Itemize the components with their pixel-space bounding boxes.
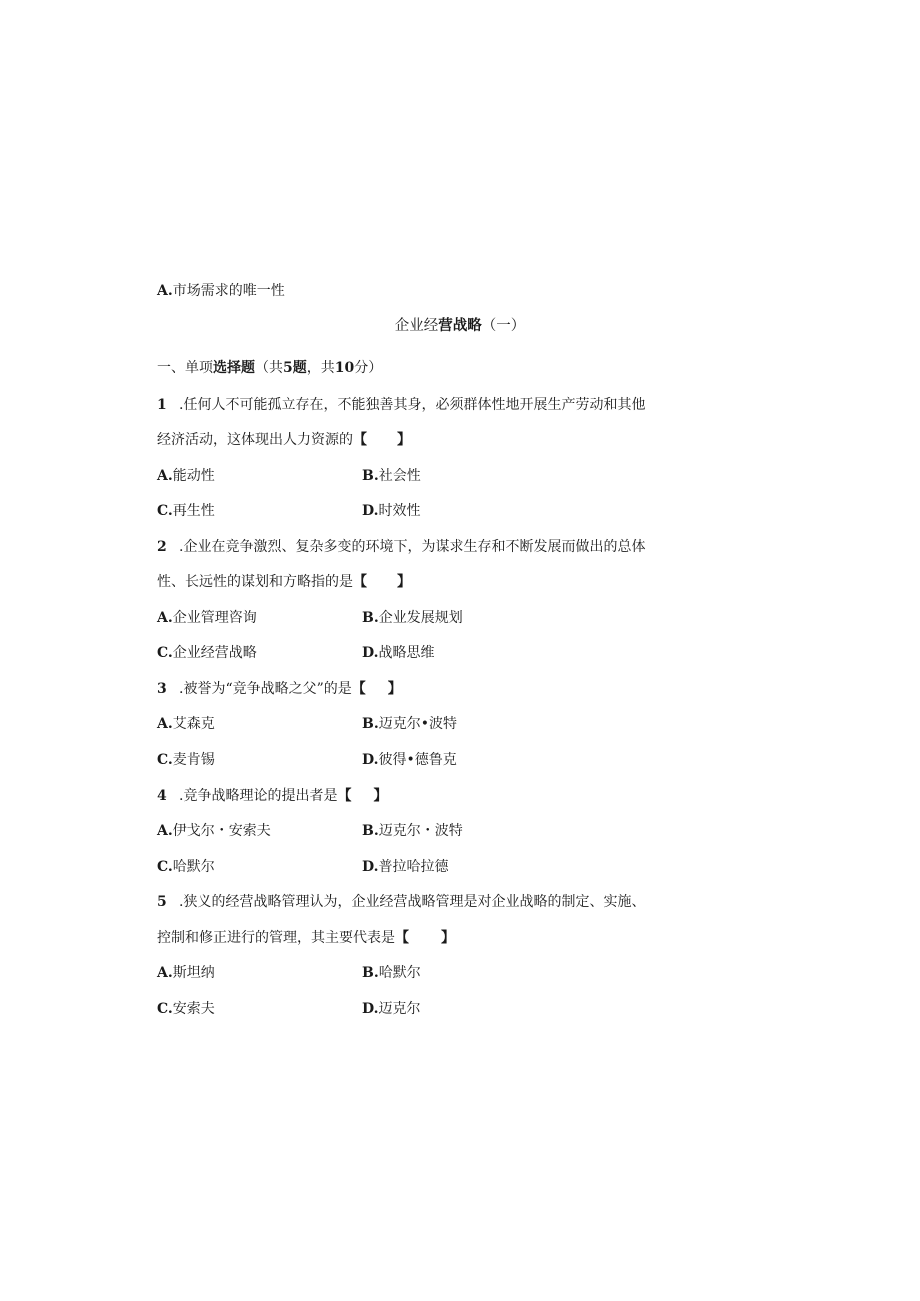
option-text: 企业管理咨询 (172, 610, 257, 626)
option-3-d (362, 750, 457, 770)
section-type: 选择题 (213, 360, 255, 376)
option-5-c (157, 999, 215, 1019)
option-letter: A. (157, 610, 173, 626)
option-letter: D. (362, 859, 379, 875)
question-4-text-1: .竞争战略理论的提出者是 (179, 788, 338, 804)
question-1-line-1 (157, 395, 645, 415)
option-letter: D. (362, 503, 379, 519)
option-letter: C. (157, 752, 173, 768)
option-text: 艾森克 (172, 716, 215, 732)
question-3-line-1 (157, 679, 402, 699)
question-1-text-2: 经济活动，这体现出人力资源的 (157, 432, 353, 448)
answer-bracket-close: 】 (387, 681, 402, 697)
option-text: 企业发展规划 (378, 610, 463, 626)
option-3-c (157, 750, 215, 770)
option-3-b (362, 714, 457, 734)
option-text: 哈默尔 (172, 859, 215, 875)
option-text: 战略思维 (378, 645, 435, 661)
option-letter: A. (157, 965, 173, 981)
question-4-line-1 (157, 786, 387, 806)
question-1-number: 1 (157, 397, 167, 413)
option-text: 时效性 (378, 503, 421, 519)
section-score: 10 (334, 360, 355, 376)
option-4-b (362, 821, 463, 841)
option-letter: B. (362, 823, 379, 839)
question-3-text-1: .被誉为“竞争战略之父”的是 (179, 681, 352, 697)
section-heading (157, 358, 382, 378)
question-2-text-2: 性、长远性的谋划和方略指的是 (157, 574, 353, 590)
answer-bracket-close: 】 (373, 788, 388, 804)
option-text: 哈默尔 (378, 965, 421, 981)
option-4-a (157, 821, 271, 841)
option-1-b (362, 466, 421, 486)
answer-bracket-open: 【 (353, 574, 367, 590)
question-5-text-2: 控制和修正进行的管理，其主要代表是 (157, 930, 395, 946)
question-1-line-2 (157, 430, 411, 450)
option-text: 企业经营战略 (172, 645, 257, 661)
option-letter: D. (362, 1001, 379, 1017)
option-4-d (362, 857, 449, 877)
question-5-line-2 (157, 928, 455, 948)
question-5-number: 5 (157, 894, 167, 910)
option-1-d (362, 501, 421, 521)
option-text: 能动性 (172, 468, 215, 484)
option-letter: A. (157, 716, 173, 732)
option-letter: B. (362, 468, 379, 484)
option-letter: C. (157, 859, 173, 875)
option-3-a (157, 714, 215, 734)
section-mid2: ，共 (306, 360, 335, 376)
option-letter: A. (157, 468, 173, 484)
section-prefix: 一、单项 (157, 360, 213, 376)
question-5-text-1: .狭义的经营战略管理认为，企业经营战略管理是对企业战略的制定、实施、 (179, 894, 646, 910)
question-2-line-1 (157, 537, 645, 557)
stray-option-letter: A. (157, 283, 173, 299)
option-text: 麦肯锡 (172, 752, 215, 768)
option-1-a (157, 466, 215, 486)
option-5-b (362, 963, 421, 983)
option-letter: C. (157, 503, 173, 519)
option-text: 伊戈尔・安索夫 (172, 823, 271, 839)
question-4-number: 4 (157, 788, 167, 804)
question-1-text-1: .任何人不可能孤立存在，不能独善其身，必须群体性地开展生产劳动和其他 (179, 397, 646, 413)
answer-bracket-close: 】 (397, 432, 411, 448)
option-1-c (157, 501, 215, 521)
answer-bracket-open: 【 (395, 930, 409, 946)
question-2-line-2 (157, 572, 411, 592)
option-letter: B. (362, 965, 379, 981)
section-count: 5题 (283, 360, 307, 376)
option-2-d (362, 643, 435, 663)
answer-bracket-close: 】 (441, 930, 455, 946)
option-5-a (157, 963, 215, 983)
answer-bracket-open: 【 (353, 432, 367, 448)
option-letter: C. (157, 645, 173, 661)
option-text: 迈克尔 (378, 1001, 421, 1017)
option-letter: D. (362, 645, 379, 661)
answer-bracket-open: 【 (351, 681, 366, 697)
section-suffix: 分） (354, 360, 383, 376)
option-text: 普拉哈拉德 (378, 859, 449, 875)
title-bold: 营战略 (438, 317, 482, 334)
option-text: 安索夫 (172, 1001, 215, 1017)
option-letter: C. (157, 1001, 173, 1017)
option-2-b (362, 608, 463, 628)
answer-bracket-close: 】 (397, 574, 411, 590)
option-letter: D. (362, 752, 379, 768)
option-2-c (157, 643, 257, 663)
question-3-number: 3 (157, 681, 167, 697)
question-2-number: 2 (157, 539, 167, 555)
option-letter: B. (362, 716, 379, 732)
stray-option-text: 市场需求的唯一性 (172, 283, 285, 299)
section-mid1: （共 (255, 360, 283, 376)
option-text: 社会性 (378, 468, 421, 484)
question-5-line-1 (157, 892, 645, 912)
question-2-text-1: .企业在竞争激烈、复杂多变的环境下，为谋求生存和不断发展而做出的总体 (179, 539, 646, 555)
option-text: 迈克尔•波特 (378, 716, 457, 732)
document-title (0, 316, 920, 336)
option-letter: A. (157, 823, 173, 839)
stray-option-line (157, 281, 285, 301)
option-5-d (362, 999, 421, 1019)
option-4-c (157, 857, 215, 877)
title-suffix: （一） (481, 318, 526, 334)
option-2-a (157, 608, 257, 628)
option-text: 斯坦纳 (172, 965, 215, 981)
option-text: 彼得•德鲁克 (378, 752, 457, 768)
option-letter: B. (362, 610, 379, 626)
option-text: 迈克尔・波特 (378, 823, 463, 839)
answer-bracket-open: 【 (337, 788, 352, 804)
title-prefix: 企业经 (394, 318, 439, 334)
option-text: 再生性 (172, 503, 215, 519)
